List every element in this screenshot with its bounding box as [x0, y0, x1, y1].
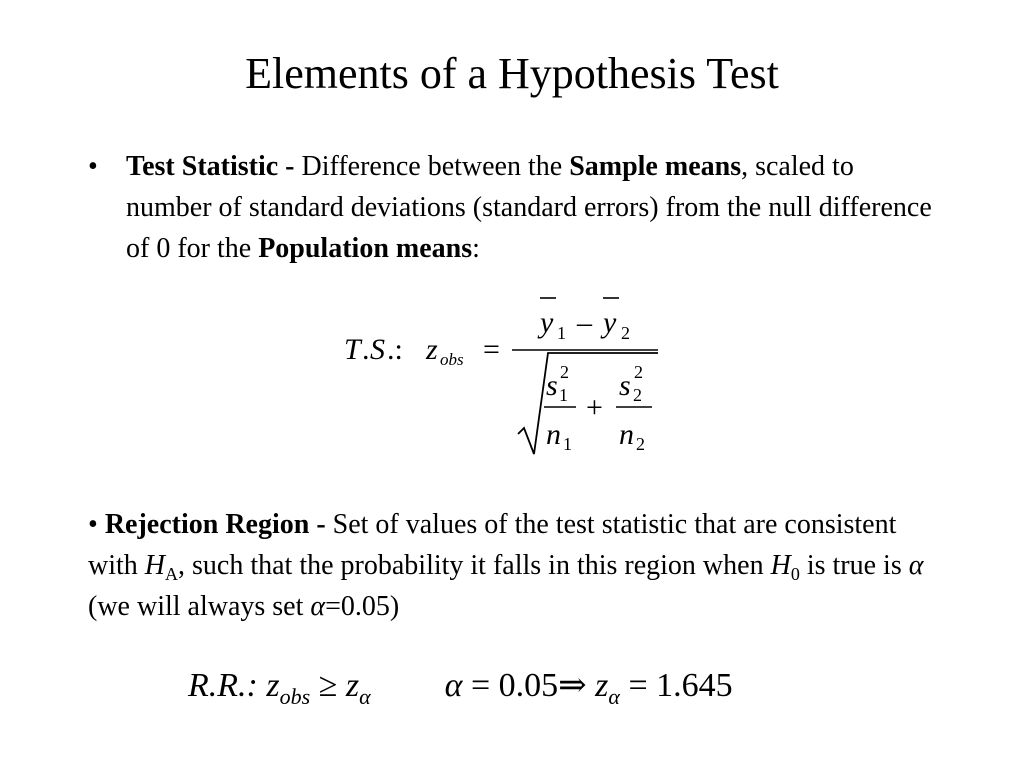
numerator-minus: –: [577, 306, 592, 339]
rejection-region-formula: [188, 664, 868, 714]
hypothesis-H-null-sub: 0: [790, 564, 800, 584]
s1-sub: 1: [559, 385, 568, 405]
formula-lhs-colon: .:: [387, 333, 403, 366]
s2: s: [619, 369, 631, 402]
test-statistic-text-1: Difference between the: [294, 151, 570, 182]
formula-equals: =: [483, 333, 500, 366]
rejection-region-text-4: (we will always set: [88, 591, 311, 622]
implies-icon: ⇒: [558, 667, 587, 704]
numerator-y2-sub: 2: [621, 323, 630, 343]
alpha-symbol: α: [444, 667, 463, 704]
rejection-region-text-3: is true is: [799, 550, 909, 581]
bullet-marker: •: [88, 151, 98, 182]
formula-z: z: [426, 333, 438, 366]
rr-z-alpha: z: [345, 667, 360, 704]
n2-sub: 2: [636, 434, 645, 454]
rr-prefix: R.R.:: [188, 667, 258, 704]
s2-sub: 2: [633, 385, 642, 405]
alpha-symbol: α: [310, 591, 326, 622]
critical-z: z: [595, 667, 609, 704]
s1-squared: 2: [560, 362, 569, 382]
n1: n: [546, 418, 561, 451]
rr-z-sub-alpha: α: [359, 684, 371, 709]
critical-value: 1.645: [656, 667, 733, 704]
numerator-y1-sub: 1: [557, 323, 566, 343]
sample-means-emphasis: Sample means: [569, 151, 742, 182]
rejection-region-bullet: [88, 504, 948, 627]
rr-z: z: [266, 667, 280, 704]
critical-z-sub-alpha: α: [608, 684, 620, 709]
critical-equals: =: [628, 667, 648, 704]
formula-lhs-S: S: [370, 333, 385, 366]
rejection-region-label: Rejection Region -: [104, 509, 326, 540]
formula-z-sub-obs: obs: [440, 350, 464, 369]
test-statistic-formula: [330, 282, 670, 462]
rr-equals: =: [470, 667, 491, 704]
hypothesis-H-alt-sub: A: [165, 564, 179, 584]
alpha-value: 0.05: [498, 667, 559, 704]
denominator-plus: +: [586, 391, 603, 424]
test-statistic-label: Test Statistic -: [126, 151, 295, 182]
s1: s: [546, 369, 558, 402]
formula-lhs-dot: .: [362, 333, 370, 366]
rr-z-sub-obs: obs: [279, 684, 311, 709]
s2-squared: 2: [634, 362, 643, 382]
slide-title: Elements of a Hypothesis Test: [245, 49, 779, 98]
population-means-emphasis: Population means: [258, 233, 473, 264]
n1-sub: 1: [563, 434, 572, 454]
bullet-marker: •: [88, 509, 98, 540]
hypothesis-H-null: H: [770, 550, 791, 581]
rejection-region-text-2: , such that the probability it falls in this region when: [178, 550, 771, 581]
formula-lhs-T: T: [344, 333, 361, 366]
hypothesis-H-alt: H: [144, 550, 166, 581]
rejection-region-text-1: Set of values of the test statistic that are consistent with: [88, 509, 897, 581]
rejection-region-text-5: =0.05): [325, 591, 400, 622]
test-statistic-text: [126, 146, 946, 269]
test-statistic-text-2: , scaled to number of standard deviations (standard errors) from the null difference of 0 for the: [126, 151, 932, 264]
alpha-symbol: α: [908, 550, 924, 581]
rr-geq-symbol: ≥: [318, 667, 338, 704]
numerator-y1: y: [540, 306, 554, 339]
test-statistic-text-3: :: [472, 233, 480, 264]
n2: n: [619, 418, 634, 451]
numerator-y2: y: [603, 306, 617, 339]
